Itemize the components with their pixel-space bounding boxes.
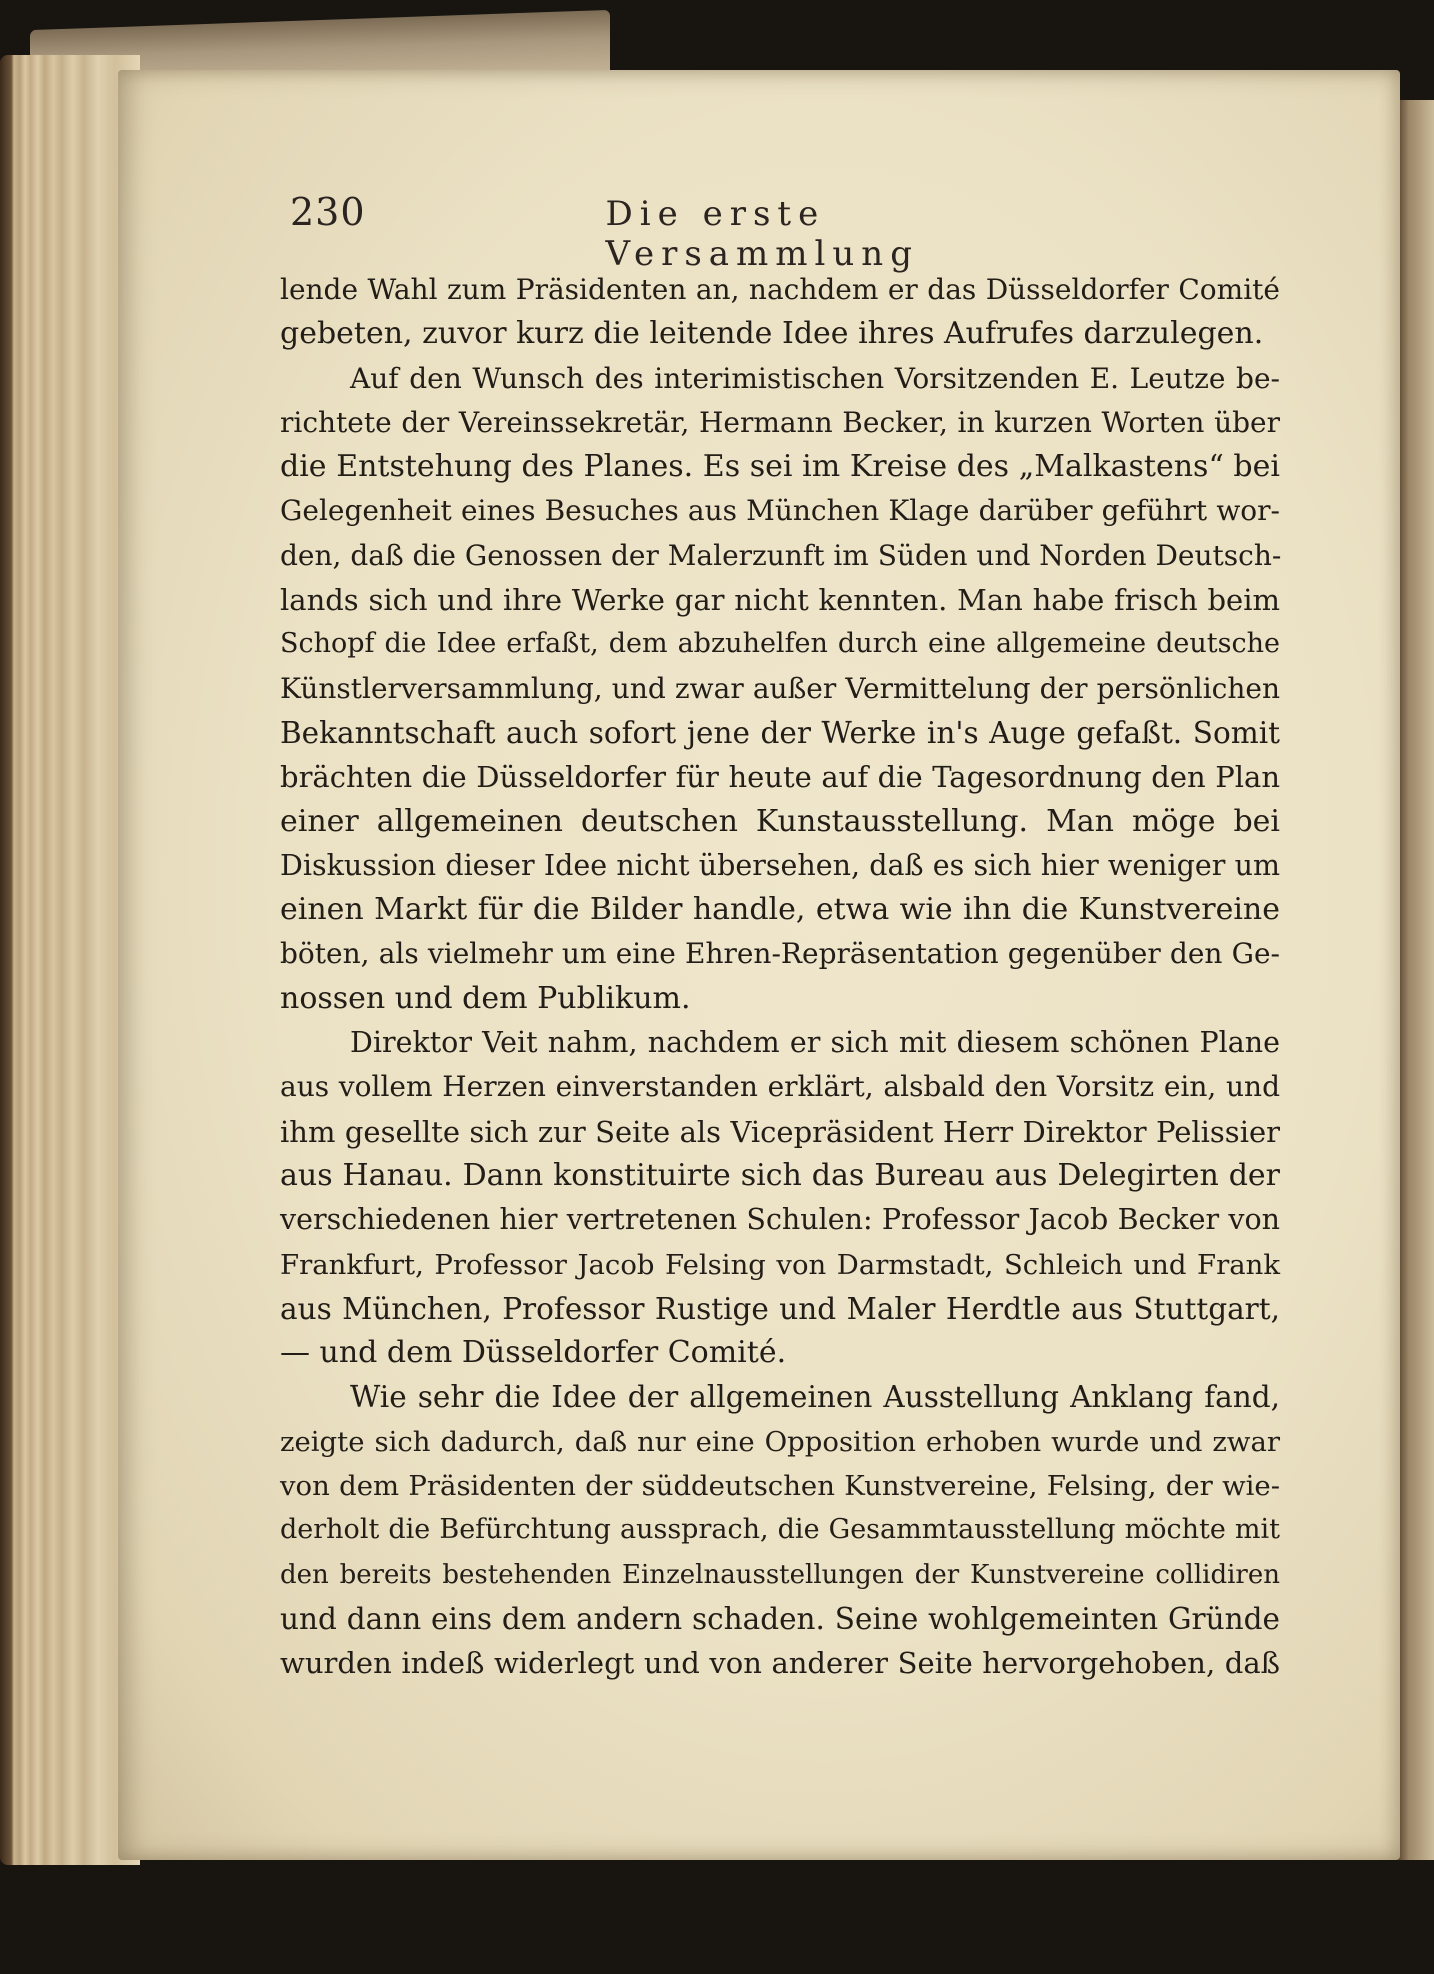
text-line: Künstlerversammlung, und zwar außer Vermittelung der persönlichen: [280, 671, 1280, 705]
text-line: lands sich und ihre Werke gar nicht kennten. Man habe frisch beim: [280, 583, 1280, 618]
text-line: den, daß die Genossen der Malerzunft im Süden und Norden Deutsch-: [280, 538, 1282, 572]
text-line: derholt die Befürchtung aussprach, die Gesammtausstellung möchte mit: [280, 1514, 1280, 1546]
text-line: verschiedenen hier vertretenen Schulen: Professor Jacob Becker von: [280, 1203, 1280, 1237]
text-line: aus Hanau. Dann konstituirte sich das Bureau aus Delegirten der: [280, 1157, 1280, 1193]
text-line: böten, als vielmehr um eine Ehren-Repräsentation gegenüber den Ge-: [280, 937, 1280, 971]
running-title: Die erste Versammlung: [605, 194, 919, 274]
text-line: Auf den Wunsch des interimistischen Vorsitzenden E. Leutze be-: [350, 361, 1280, 395]
page-number: 230: [290, 190, 366, 234]
text-line: von dem Präsidenten der süddeutschen Kunstvereine, Felsing, der wie-: [280, 1470, 1280, 1503]
text-line: Direktor Veit nahm, nachdem er sich mit diesem schönen Plane: [350, 1026, 1280, 1060]
body-text: [280, 268, 1280, 1686]
text-line: lende Wahl zum Präsidenten an, nachdem er das Düsseldorfer Comité: [280, 273, 1280, 306]
text-line: aus vollem Herzen einverstanden erklärt, alsbald den Vorsitz ein, und: [280, 1070, 1280, 1104]
text-line: aus München, Professor Rustige und Maler Herdtle aus Stuttgart,: [280, 1291, 1280, 1326]
text-line: gebeten, zuvor kurz die leitende Idee ihres Aufrufes darzulegen.: [280, 316, 1264, 352]
text-line: Schopf die Idee erfaßt, dem abzuhelfen durch eine allgemeine deutsche: [280, 628, 1280, 660]
text-line: zeigte sich dadurch, daß nur eine Opposition erhoben wurde und zwar: [280, 1425, 1280, 1458]
text-line: richtete der Vereinssekretär, Hermann Becker, in kurzen Worten über: [280, 405, 1280, 439]
facing-page-edge: [1398, 100, 1434, 1860]
text-line: nossen und dem Publikum.: [280, 980, 691, 1016]
text-line: — und dem Düsseldorfer Comité.: [280, 1335, 787, 1371]
running-head: [290, 190, 1010, 274]
text-line: Gelegenheit eines Besuches aus München Klage darüber geführt wor-: [280, 494, 1280, 528]
text-line: und dann eins dem andern schaden. Seine wohlgemeinten Gründe: [280, 1601, 1280, 1636]
text-line: wurden indeß widerlegt und von anderer Seite hervorgehoben, daß: [280, 1646, 1280, 1681]
text-line: die Entstehung des Planes. Es sei im Kreise des „Malkastens“ bei: [280, 449, 1280, 485]
text-line: einen Markt für die Bilder handle, etwa wie ihn die Kunstvereine: [280, 892, 1280, 928]
text-line: den bereits bestehenden Einzelnausstellungen der Kunstvereine collidiren: [280, 1559, 1280, 1590]
text-line: brächten die Düsseldorfer für heute auf die Tagesordnung den Plan: [280, 760, 1280, 795]
text-line: einer allgemeinen deutschen Kunstausstellung. Man möge bei: [280, 803, 1280, 839]
text-line: Frankfurt, Professor Jacob Felsing von Darmstadt, Schleich und Frank: [280, 1248, 1280, 1281]
text-line: Diskussion dieser Idee nicht übersehen, daß es sich hier weniger um: [280, 848, 1280, 882]
text-line: Wie sehr die Idee der allgemeinen Ausstellung Anklang fand,: [350, 1380, 1280, 1415]
text-line: ihm gesellte sich zur Seite als Vicepräsident Herr Direktor Pelissier: [280, 1114, 1280, 1149]
text-line: Bekanntschaft auch sofort jene der Werke in's Auge gefaßt. Somit: [280, 715, 1280, 750]
